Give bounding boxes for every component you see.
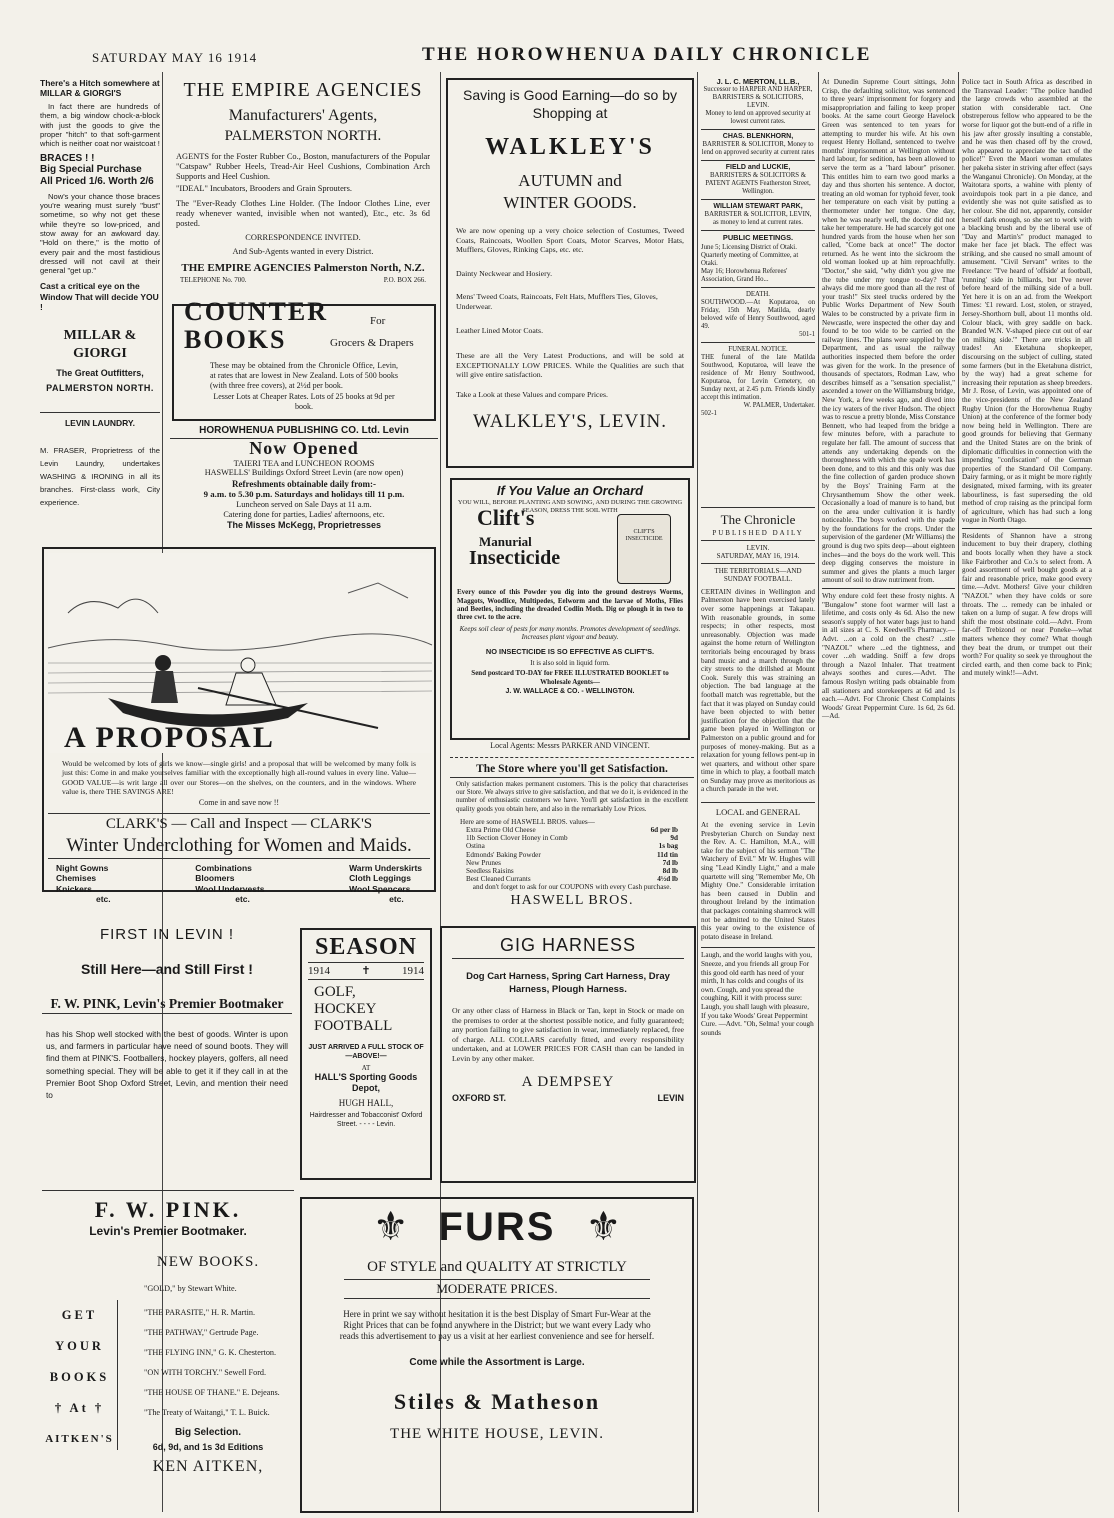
local-general-head: LOCAL and GENERAL — [715, 807, 801, 818]
haswell-intro: Here are some of HASWELL BROS. values— — [460, 817, 595, 826]
editorial-body: CERTAIN divines in Wellington and Palmerston have been exercised lately over some happenings at Takapau. With reasonable grounds, in some respects; in other respects, most unreasonably. Objection was made against the home return of Wellington territorials being encouraged by brass band music and a march through the city streets to the drillshed at Mount Cook. Surely this was straining an objection. The bad language at the football match was regrettable, but the fact that it was played on Sunday could have been objected to with better justification for the objection that the game been played in Wellington or Palmerston on a public ground and for purposes of money-making. But as a relaxation for young fellows pent-up in wet quarters, and without other spare time in which to play, a football match on Sunday may prove as meritorious as a church parade in the wet. — [701, 587, 815, 794]
neckwear-line: Dainty Neckwear and Hosiery. — [456, 268, 553, 278]
counter-body: These may be obtained from the Chronicle Office, Levin, at rates that are lowest in New Zealand. Lots of 500 books (with three free covers), at 2½d per book. — [210, 361, 398, 390]
sport-hockey: HOCKEY — [314, 1001, 377, 1017]
field-luckie-name: FIELD and LUCKIE, — [725, 164, 791, 171]
great-outfitters: The Great Outfitters, — [56, 367, 144, 378]
published-daily: PUBLISHED DAILY — [712, 529, 804, 537]
furs-style: OF STYLE and QUALITY AT STRICTLY — [367, 1259, 627, 1275]
news-column-b-ads: Residents of Shannon have a strong inducement to buy their drapery, clothing and boots locally when they have a stock like Fairbrother and Co.'s to select from. A good assortment of well bought goods at a fair and reasonable price, make good every time.—Advt. Mothers! Give your children "NAZOL" when they have colds or sore throats. The ... remedy can be inhaled or taken on a lump of sugar. A few drops will shift the most obstinate cold.—Advt. From far-off Trebizond or near Poneke—what matters whence they come? What though they beat the drum, or trumpet out their worth? For quality so seek ye throughout the circled earth, and then come back to Pink; and mutely wink!!—Advt. — [962, 531, 1092, 678]
price-item-name: Seedless Raisins — [466, 867, 514, 876]
stiles-matheson: Stiles & Matheson — [393, 1389, 601, 1414]
autumn-label: AUTUMN and — [518, 171, 622, 190]
peppermint-verse: Laugh, and the world laughs with you, Sneeze, and you friends all group For this good old earth has need of your mirth, It has colds and coughs of its own. Cough, and you spread the coughing, Kill it with process sure: Laugh, you shall laugh with pleasure, If you take Woods' Great Peppermint Cure. —Advt. "Oh, Selma! your cough sounds — [701, 951, 814, 1037]
price-item-price: 8d lb — [662, 867, 678, 876]
empire-body2: "IDEAL" Incubators, Brooders and Grain Sprouters. — [176, 184, 352, 193]
price-item-name: Ostina — [466, 842, 485, 851]
opening-hours: 9 a.m. to 5.30 p.m. Saturdays and holidays till 11 p.m. — [203, 489, 405, 500]
book-parasite: "THE PARASITE," H. R. Martin. — [144, 1308, 256, 1317]
empire-sub1: Manufacturers' Agents, — [228, 107, 378, 124]
braces-prices: All Priced 1/6. Worth 2/6 — [40, 175, 154, 187]
season-title: SEASON — [308, 932, 424, 963]
proposal-ad — [42, 547, 436, 905]
no-insecticide: NO INSECTICIDE IS SO EFFECTIVE AS CLIFT'S. — [485, 646, 655, 656]
park-name: WILLIAM STEWART PARK, — [713, 203, 803, 210]
item-warm-underskirts: Warm Underskirts — [349, 862, 422, 873]
hugh-hall: HUGH HALL, — [338, 1098, 394, 1108]
laundry-heading: LEVIN LAUNDRY. — [64, 418, 136, 428]
funeral-code: 502-1 — [701, 410, 717, 417]
hitch-headline: There's a Hitch somewhere at MILLAR & GIORGI'S — [40, 78, 160, 98]
motor-coats-line: Leather Lined Motor Coats. — [456, 325, 544, 335]
pink-bootmaker-ad — [42, 925, 292, 1165]
empire-telephone: TELEPHONE No. 700. — [180, 276, 247, 284]
masthead — [0, 38, 1114, 70]
chronicle-location: LEVIN. — [746, 544, 770, 552]
manurial-label: Manurial — [479, 534, 532, 550]
tin-label: CLIFT'S INSECTICIDE — [625, 529, 663, 543]
legal-notices — [701, 78, 815, 498]
walkleys-body: We are now opening up a very choice selection of Costumes, Tweed Coats, Raincoats, Woollen Sport Coats, Motor Scarves, Motor Hats, Mufflers, Gloves, Rinking Caps, etc. etc. — [456, 226, 684, 255]
furs-moderate: MODERATE PRICES. — [344, 1279, 650, 1299]
fleur-right-icon: ⚜ — [585, 1204, 622, 1249]
gig-harness-ad — [440, 926, 696, 1183]
price-row — [466, 851, 678, 859]
price-row — [466, 826, 678, 834]
counter-who: Grocers & Drapers — [330, 337, 414, 349]
chronicle-date: SATURDAY, MAY 16, 1914. — [716, 552, 800, 560]
item-combinations: Combinations — [195, 862, 252, 873]
price-item-price: 7d lb — [662, 858, 678, 867]
now-opened-title: Now Opened — [249, 438, 359, 458]
aitken-books-ad — [42, 1252, 292, 1514]
dempsey-town: LEVIN — [657, 1092, 684, 1103]
funeral-notice: THE funeral of the late Matilda Southwood, Koputaroa, will leave the residence of Mr Henry Southwood, Koputaroa, for Levin Cemetery, on Sunday next, at 2.45 p.m. Friends kindly accept this intimation. — [701, 354, 815, 401]
halls-depot: HALL'S Sporting Goods Depot, — [314, 1072, 418, 1093]
empire-pobox: P.O. BOX 266. — [383, 276, 426, 284]
book-gold: "GOLD," by Stewart White. — [144, 1284, 237, 1293]
clifts-brand: Clift's — [477, 505, 535, 531]
first-in-levin: FIRST IN LEVIN ! — [99, 926, 235, 943]
death-notice: SOUTHWOOD.—At Koputaroa, on Friday, 15th May, Matilda, dearly beloved wife of Henry Southwood, aged 49. — [701, 299, 815, 330]
dempsey-address: OXFORD ST. — [452, 1092, 507, 1103]
empire-body1: AGENTS for the Foster Rubber Co., Boston, manufacturers of the Popular "Catspaw" Rubber Heels, Tread-Air Heel Cushions, Combination Arch Supports and Heel Cushion. — [176, 152, 430, 181]
counter-body2: Lesser Lots at Cheaper Rates. Lots of 25 books at 9d per book. — [213, 392, 395, 412]
price-item-name: New Prunes — [466, 858, 501, 867]
haswell-price-list — [450, 826, 694, 883]
window-cta: Cast a critical eye on the Window That will decide YOU ! — [40, 281, 159, 313]
proprietresses: The Misses McKegg, Proprietresses — [226, 520, 382, 531]
orchard-headline: If You Value an Orchard — [496, 483, 644, 498]
wallace-agent: J. W. WALLACE & CO. - WELLINGTON. — [505, 688, 635, 696]
item-night-gowns: Night Gowns — [56, 862, 109, 873]
saving-headline: Saving is Good Earning—do so by Shopping at — [462, 87, 677, 121]
counter-books-ad — [172, 297, 436, 421]
counter-for: For — [370, 315, 386, 327]
hairdresser: Hairdresser and Tobacconist' Oxford Street. - - - - Levin. — [309, 1112, 423, 1128]
harness-types: Dog Cart Harness, Spring Cart Harness, Dray Harness, Plough Harness. — [466, 971, 670, 995]
item-cloth-leggings: Cloth Leggings — [349, 873, 411, 884]
pink-body: has his Shop well stocked with the best of goods. Winter is upon us, and farmers in particular have need of sound boots. They will find them at PINK'S. Footballers, hockey players, golfers, all need something special. They will be able to get it if they call in at the Premier Boot Shop Oxford Street, Levin, and mention their need to — [46, 1029, 288, 1101]
hitch-body: In fact there are hundreds of them, a big window chock-a-block with just the goods to give the proper "hitch" to that soft-garment which is neither coat nor waistcoat ! — [40, 102, 160, 149]
coupons: and don't forget to ask for our COUPONS with every Cash purchase. — [472, 883, 672, 892]
millar-giorgi-name: MILLAR & GIORGI — [63, 327, 137, 361]
merton-name: J. L. C. MERTON, LL.B., — [716, 77, 800, 86]
hitch-body2: Now's your chance those braces you're wearing must surely "bust" sometime, so why not get these while they're so low-priced, and stow away for an awkward day. "Hold on there," is the motto of every pair and the most fastidious dressed will not cavil at their general "get up." — [40, 191, 160, 276]
walkleys-body2: These are all the Very Latest Productions, and will be sold at EXCEPTIONALLY LOW PRICES. While the Qualities are such that will give entire satisfaction. — [456, 351, 684, 380]
death-code: 501-1 — [799, 331, 815, 338]
season-year1: 1914 — [308, 965, 330, 977]
white-house: THE WHITE HOUSE, LEVIN. — [390, 1426, 604, 1442]
blenkhorn-name: CHAS. BLENKHORN, — [722, 133, 794, 140]
empire-footer: THE EMPIRE AGENCIES Palmerston North, N.Z. — [181, 262, 425, 274]
insecticide-tin — [617, 514, 671, 584]
news-column-b — [962, 78, 1092, 1512]
empire-agents: And Sub-Agents wanted in every District. — [232, 247, 374, 256]
clifts-insecticide-ad — [450, 478, 690, 740]
special-purchase: Big Special Purchase — [40, 163, 142, 175]
issue-date: SATURDAY MAY 16 1914 — [92, 50, 258, 65]
price-row — [466, 834, 678, 842]
mens-line: Mens' Tweed Coats, Raincoats, Felt Hats, Mufflers Ties, Gloves, Underwear. — [456, 292, 658, 311]
aitkens-label: AITKEN'S — [45, 1433, 114, 1445]
keeps-soil: Keeps soil clear of pests for many months. Promotes development of seedlings. Increases plant vigour and beauty. — [459, 624, 681, 642]
insecticide-label: Insecticide — [469, 547, 561, 570]
price-row — [466, 842, 678, 850]
merton-details: Successor to HARPER AND HARPER, BARRISTERS & SOLICITORS, LEVIN. — [703, 86, 813, 109]
orchard-sub: YOU WILL, BEFORE PLANTING AND SOWING, AND DURING THE GROWING SEASON, DRESS THE SOIL WITH — [457, 499, 683, 514]
price-item-name: 1lb Section Clover Honey in Comb — [466, 834, 568, 843]
price-item-name: Best Cleaned Currants — [466, 875, 531, 884]
item-chemises: Chemises — [56, 873, 97, 884]
death-head: DEATH. — [746, 291, 770, 298]
empire-correspondence: CORRESPONDENCE INVITED. — [245, 233, 361, 242]
liquid-form: It is also sold in liquid form. — [530, 659, 610, 668]
haswell-bros-ad — [450, 757, 694, 917]
chronicle-title: The Chronicle — [720, 512, 796, 527]
send-postcard: Send postcard TO-DAY for FREE ILLUSTRATED BOOKLET to Wholesale Agents— — [471, 669, 669, 686]
sport-football: FOOTBALL — [314, 1018, 393, 1034]
price-item-price: 4½d lb — [657, 875, 678, 884]
walkleys-ad — [446, 78, 694, 468]
book-torchy: "ON WITH TORCHY." Sewell Ford. — [144, 1368, 267, 1377]
empire-title: THE EMPIRE AGENCIES — [183, 79, 423, 101]
harness-title: GIG HARNESS — [452, 932, 684, 959]
just-arrived: JUST ARRIVED A FULL STOCK OF —ABOVE!— — [308, 1044, 424, 1060]
winter-underclothing: Winter Underclothing for Women and Maids. — [48, 834, 430, 859]
harness-body: Or any other class of Harness in Black or Tan, kept in Stock or made on the premises to order at the shortest possible notice, and fully guaranteed; any portion failing to give satisfaction in wear, immediately replaced, free of charge. ALL COLLARS carefully fitted, and every responsibility undertaken, and at LOWER PRICES FOR CASH than can be landed in Levin by any other maker. — [452, 1006, 684, 1063]
proposal-body: Would be welcomed by lots of girls we know—single girls! and a proposal that will be welcomed by many folk is just this: Come in and make yourselves familiar with the exceptionally high all-round values in every line. Value—GOOD VALUE—is writ large all over our Stores—on the shelves, on the counters, and in the windows. Where value is, there THE SAVINGS ARE! — [62, 759, 416, 797]
pink-banner — [42, 1198, 294, 1246]
field-luckie-details: BARRISTERS & SOLICITORS & PATENT AGENTS Featherston Street, Wellington. — [705, 172, 811, 195]
price-row — [466, 875, 678, 883]
proposal-illustration — [48, 553, 430, 753]
palmerston-north: PALMERSTON NORTH. — [46, 383, 154, 394]
clarks-call: CLARK'S — Call and Inspect — CLARK'S — [48, 813, 430, 834]
get-label: GET — [61, 1308, 98, 1322]
luncheon: Luncheon served on Sale Days at 11 a.m. — [236, 499, 372, 509]
price-row — [466, 859, 678, 867]
pink-tagline: Levin's Premier Bootmaker. — [89, 1224, 247, 1238]
big-selection: Big Selection. — [174, 1427, 242, 1438]
ken-aitken: KEN AITKEN, — [152, 1458, 264, 1475]
meeting-1: June 5; Licensing District of Otaki. Quarterly meeting of Committee, at Otaki. — [701, 244, 799, 267]
dempsey-name: A DEMPSEY — [521, 1073, 615, 1090]
editions: 6d, 9d, and 1s 3d Editions — [152, 1442, 264, 1452]
store-satisfaction: The Store where you'll get Satisfaction. — [450, 761, 694, 778]
price-item-name: Extra Prime Old Cheese — [466, 826, 536, 835]
proposal-title: A PROPOSAL — [64, 721, 275, 754]
funeral-head: FUNERAL NOTICE. — [728, 346, 788, 353]
season-year2: 1914 — [402, 965, 424, 977]
editorial-title: THE TERRITORIALS—AND SUNDAY FOOTBALL. — [714, 567, 802, 584]
season-at: AT — [361, 1064, 371, 1072]
pink-name: F. W. PINK, Levin's Premier Bootmaker — [42, 995, 292, 1014]
come-while: Come while the Assortment is Large. — [409, 1357, 585, 1368]
fleur-left-icon: ⚜ — [372, 1204, 409, 1249]
furs-body: Here in print we say without hesitation it is the best Display of Smart Fur-Wear at the Right Prices that can be found anywhere in the District; but we want every Lady who reads this advertisement to pay us a visit at her earliest convenience and see for herself. — [339, 1309, 655, 1341]
price-row — [466, 867, 678, 875]
counter-title2: BOOKS — [184, 325, 287, 354]
catering: Catering done for parties, Ladies' afternoons, etc. — [223, 510, 385, 520]
item-knickers: Knickers — [56, 883, 92, 894]
levin-laundry-ad — [40, 417, 160, 529]
walkleys-footer: WALKLEY'S, LEVIN. — [472, 410, 668, 432]
sport-golf: GOLF, — [314, 984, 356, 1000]
furs-ad — [300, 1197, 694, 1513]
public-meetings-head: PUBLIC MEETINGS. — [722, 233, 794, 242]
book-house-of-thane: "THE HOUSE OF THANE." E. Dejeans. — [144, 1388, 280, 1397]
book-waitangi: "The Treaty of Waitangi," T. L. Buick. — [144, 1408, 270, 1417]
blenkhorn-details: BARRISTER & SOLICITOR, Money to lend on approved security at current rates — [701, 141, 815, 156]
books-label: BOOKS — [49, 1370, 110, 1384]
still-here: Still Here—and Still First ! — [81, 961, 253, 977]
orchard-body: Every ounce of this Powder you dig into the ground destroys Worms, Maggots, Woodlice, Multipedes, Eelworm and the larvae of Moths, Flies and Beetles, including the dreaded Codlin Moth. Dig or plough it in two to three cwt. to the acre. — [457, 588, 683, 622]
laundry-body: M. FRASER, Proprietress of the Levin Laundry, undertakes WASHING & IRONING in all its branches. First-class work, City experience. — [40, 446, 160, 507]
item-etc1: etc. — [96, 894, 111, 905]
furs-title: FURS — [438, 1205, 556, 1249]
news-column-a-ads: Why endure cold feet these frosty nights. A "Bungalow" stone foot warmer will last a lifetime, and costs only 4s 6d. Also the new season's supply of hot water bags just to hand in all sizes at C. S. Keedwell's Pharmacy.—Advt. ...on a cold on the chest? ...stle "NAZOL" where ...ed the tightness, and cover ...eh wadding. Sniff a few drops through a Nazol Inhaler. That treatment always soothes and cures.—Advt. The famous Roslyn writing pads obtainable from all stationers and storekeepers at 6d and 1s each.—Advt. For Chronic Chest Complaints Woods' Great Peppermint Cure. 1s 6d, 2s 6d. —Ad. — [822, 592, 955, 721]
empire-body3: The "Ever-Ready Clothes Line Holder. (The Indoor Clothes Line, ever ready whenever wanted, invisible when not wanted), Etc., etc. 3s 6d posted. — [176, 199, 430, 228]
publishing-co: HOROWHENUA PUBLISHING CO. Ltd. Levin — [170, 424, 438, 439]
park-details: BARRISTER & SOLICITOR, LEVIN, as money to lend at current rates. — [704, 211, 812, 226]
newspaper-title: THE HOROWHENUA DAILY CHRONICLE — [422, 44, 872, 65]
winter-goods: WINTER GOODS. — [503, 193, 637, 212]
book-pathway: "THE PATHWAY," Gertrude Page. — [144, 1328, 259, 1337]
item-etc2: etc. — [235, 894, 250, 905]
item-wool-spencers: Wool Spencers — [349, 883, 411, 894]
item-etc3: etc. — [389, 894, 404, 905]
book-flying-inn: "THE FLYING INN," G. K. Chesterton. — [144, 1348, 277, 1357]
local-agents: Local Agents: Messrs PARKER AND VINCENT. — [490, 741, 650, 750]
merton-money: Money to lend on approved security at lowest current rates. — [705, 110, 811, 125]
proposal-cta: Come in and save now !! — [198, 797, 280, 807]
at-label: † At † — [54, 1401, 105, 1415]
walkleys-name: WALKLEY'S — [485, 134, 655, 160]
news-column-a-text: At Dunedin Supreme Court sittings, John Crisp, the defaulting solicitor, was sentenced to three years' imprisonment for forgery and misappropriation and failing to keep proper books. At the same court George Havelock Green was sentenced to ten years for attempting to murder his wife. At his own request Henry Holland, sentenced to twelve months' imprisonment at Wellington without hard labour, for sedition, has been allowed to serve the term as a "hard labour" prisoner. This entitles him to earn two good marks a day and thus shorten his sentence. A doctor, treating an old woman for typhoid fever, took her temperature on each visit by putting a thermometer under her tongue. One day, when he was nearly well, the doctor did not take her temperature. He had scarcely got one hundred yards from the house when her son called, "Come back at once!" The doctor returned. As he went into the sickroom the old woman looked up at him reproachfully. "Doctor," she said, "why didn't you give me the tube under my tongue to-day? That always did me more good than all the rest of your trash!" Six steel trucks ordered by the Public Works Department of New South Wales to be constructed by a private firm in Newcastle, were inspected the other day and found to be too wide to be carried on the railway lines. The plans were supplied by the Department, and as usual the railway authorities inspected them before the order was given for the work. In the presence of thousands of spectators, Rodman Law, who describes himself as a "sensation specialist," ascended a tower on the Williamsburg bridge, New York, a few weeks ago, and dived into the icy waters of the river Hudson. The object was to rescue a pretty blonde, Miss Constance Bennett, who had leaped from the bridge a few minutes before, with a parachute to regulate her fall. The amount of success that attends any undertaking depends on the thoroughness with which the spade work has been done, and to this and this only was due the fine collection of garden produce shown by the Boys' Training Farm at the Chrysanthemum Show the other week. Occasionally a load of manure is to hand, but on the area under cultivation it is hardly noticeable. The boys worked with the spade by the foundations for the crops. Under the supervision of the gardener (Mr Williams) the ground is dug two spits deep—about eighteen inches—and the boys do the work well. This deep digging conserves the moisture in summer and gives the plants a much larger amount of soil to draw nutriment from. — [822, 78, 955, 585]
take-a-look: Take a Look at these Values and compare Prices. — [456, 389, 608, 399]
haswell-footer: HASWELL BROS. — [510, 892, 634, 908]
braces-heading: BRACES ! ! — [40, 153, 95, 165]
haswell-body: Only satisfaction makes permanent customers. This is the policy that characterises our Store. We always strive to give satisfaction, and that we do it, is evidenced in the number of enthusiastic customers we have. You'll get satisfaction in the excellent quality goods you obtain here, and also in the remarkably Low Prices. — [456, 781, 688, 813]
meeting-2: May 16; Horowhenua Referees' Association, Grand Ho... — [701, 268, 788, 283]
now-opened-ad — [170, 438, 438, 534]
refreshments: Refreshments obtainable daily from:- — [232, 478, 376, 489]
price-item-price: 1s bag — [658, 842, 678, 851]
price-item-name: Edmonds' Baking Powder — [466, 850, 541, 859]
news-column-b-text: Police tact in South Africa as described in the Transvaal Leader: "The police handled the large crowds who assembled at the station with considerable tact. One obstreperous fellow who appeared to be the worse for liquor got the butt-end of a rifle in his jaw after grossly insulting a constable, and he was then chased off by the crowd, who appeared to appreciate the tact of the police!" Even the Maori woman emulates her pakeha sister in striving after effect (says the Wanganui Chronicle). On Monday, at the Waitotara sports, a wahine with plenty of avoirdupois took part in a pie dance, and evidently she was not quite satisfied as to her colour. She did not, apparently, consider herself dark enough, so she set to work with a blacking brush and by the liberal use of "Day and Martin's" product managed to make her face jet black. The effect was striking, and she caused no small amount of amusement. "Civil Servant" writes to the Freelance: "I've heard of 'offside' at football, 'running' side in billiards, but I've never before heard of the milking side of a bull. Yet here it is on an ad. from the Weekport Times: '£1 reward. Lost, stolen, or strayed, Jersey-Shorthorn bull, about 11 months old. Colour black, with grey saddle on back. Branded W.N. V-shaped piece cut out of ear on milking side.'" There are tricks in all trades! An Eketahuna shopkeeper, discoursing on the subject of culling, stated some farmers (but in the Eketahuna district, by the way) had a great scheme for increasing their reputation as sheep breeders. Mr J. Rose, of Levin, was appointed one of the vice-presidents of the New Zealand Rugby Union (for the Horowhenua Rugby Union) at the conference of the former body now being held in Wellington. There are good grounds for believing that Germany and the United States are on the brink of diplomatic difficulties in connection with the impending "confiscation" of the German properties of the Standard Oil Company. Dairy farming, or as it might be more rightly designated, mixed farming, with its greater labourliness, is fast superseding the old method of crop raising as the principal form of agriculture, which has had such a long vogue in North Otago. — [962, 78, 1092, 525]
chronicle-editorial — [701, 504, 815, 1512]
undertaker: W. PALMER, Undertaker. — [743, 402, 815, 409]
item-wool-undervests: Wool Undervests — [195, 883, 265, 894]
local-general-body: At the evening service in Levin Presbyterian Church on Sunday next the Rev. A. C. Hamilton, M.A., will take for the subject of his sermon "The Watchery of Evil." Mr W. Hughes will sing "Lead Kindly Light," and a male quartette will sing "Remember Me, Oh Mighty One." Considerable irritation has been caused in Dublin and throughout Ireland by the intimation that packages containing shamrock will not be admitted to the United States this year owing to the existence of potato disease in Ireland. — [701, 821, 815, 941]
new-books-heading: NEW BOOKS. — [156, 1254, 260, 1270]
price-item-price: 6d per lb — [650, 826, 678, 835]
tearooms-name: TAIERI TEA and LUNCHEON ROOMS — [233, 458, 375, 468]
pink-big-name: F. W. PINK. — [94, 1197, 242, 1222]
tearooms-address: HASWELLS' Buildings Oxford Street Levin (are now open) — [204, 468, 404, 478]
millar-giorgi-ad — [40, 78, 160, 418]
news-column-a — [822, 78, 955, 1512]
price-item-price: 11d tin — [657, 850, 678, 859]
price-item-price: 9d — [670, 834, 678, 843]
counter-title1: COUNTER — [184, 297, 329, 326]
empire-agencies-ad — [170, 78, 436, 302]
empire-sub2: PALMERSTON NORTH. — [224, 128, 382, 144]
season-ad — [300, 928, 432, 1180]
item-bloomers: Bloomers — [195, 873, 235, 884]
your-label: YOUR — [55, 1339, 104, 1353]
season-cross: ✝ — [361, 965, 371, 977]
